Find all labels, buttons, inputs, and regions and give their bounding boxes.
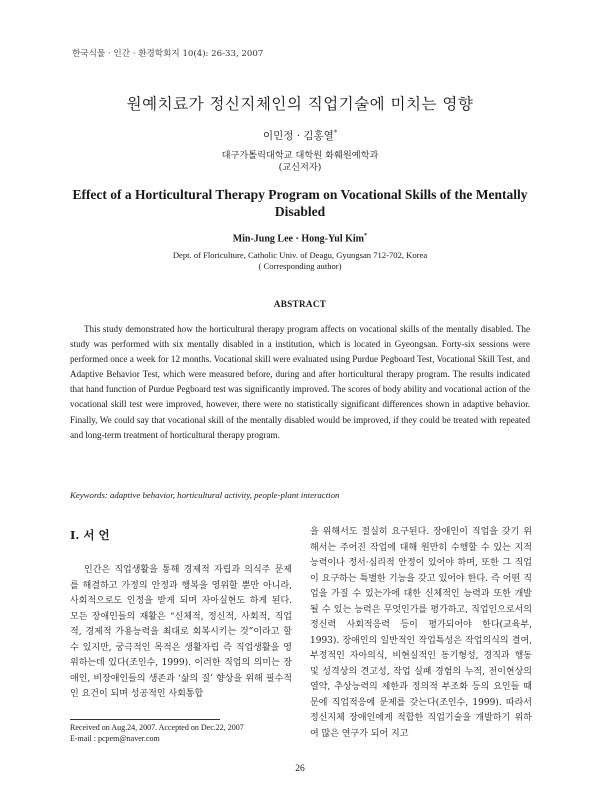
body-right-column: 을 위해서도 절실히 요구된다. 장애인이 직업을 갖기 위해서는 주어진 작업에 대해 원만히 수행할 수 있는 지적능력이나 정서·심리적 안정이 있어야 하며, 또한 그 직업이 요구하는 특별한 기능을 갖고 있어야 한다. 즉 어떤 직업을 가질 수 있는가에 대한 신체적인 능력과 또한 개발될 수 있는 능력은 무엇인가를 평가하고, 직업인으로서의 정신력 사회적응력 등이 평가되어야 한다(교육부, 1993). 장애인의 일반적인 작업특성은 작업의식의 결여, 부정적인 자아의식, 비현실적인 동기형성, 경직과 행동 및 성격상의 견고성, 작업 실패 경험의 누적, 전이현상의 열약, 추상능력의 제한과 정의적 부조화 등의 요인들 때문에 직업적응에 문제를 갖는다(조인수, 1999). 따라서 정신지체 장애인에게 적합한 직업기술을 개발하기 위하여 많은 연구가 되어 지고 xyxy=(310,527,532,739)
body-left-column: 인간은 직업생활을 통해 경제적 자립과 의식주 문제를 해결하고 가정의 안정과 행복을 영위할 뿐만 아니라, 사회적으로도 인정을 받게 되며 자아실현도 하게 된다. 모든 장애인들의 재활은 “신체적, 정신적, 사회적, 직업적, 경제적 가용능력을 최대로 회복시키는 것”이라고 할 수 있지만, 궁극적인 목적은 생활자립 즉 직업생활을 영위하는데 있다(조인수, 1999). 이러한 직업의 의미는 장애인, 비장애인들의 생존과 ‘삶의 질’ 향상을 위해 필수적인 요건이 되며 성공적인 사회통합 xyxy=(70,565,292,699)
page-number: 26 xyxy=(295,764,305,774)
english-affiliation-dept: Dept. of Floriculture, Catholic Univ. of Deagu, Gyungsan 712-702, Korea xyxy=(172,250,428,260)
journal-citation: 한국식물 · 인간 · 환경학회지 10(4): 26-33, 2007 xyxy=(72,49,264,59)
corresponding-mark-en: * xyxy=(364,232,368,239)
english-title: Effect of a Horticultural Therapy Program on Vocational Skills of the Mentally Disabled xyxy=(72,187,528,219)
english-authors xyxy=(0,232,600,244)
korean-affiliation xyxy=(0,150,600,174)
abstract-heading: ABSTRACT xyxy=(273,299,327,309)
corresponding-mark: * xyxy=(333,128,338,137)
english-author-names: Min-Jung Lee · Hong-Yul Kim xyxy=(232,233,365,245)
footnote-received: Received on Aug.24, 2007. Accepted on Dec.22, 2007 xyxy=(70,723,244,732)
korean-corresponding-note: (교신저자) xyxy=(278,162,322,173)
footnote-email: E-mail : pcpem@naver.com xyxy=(70,734,160,743)
korean-authors xyxy=(0,128,600,143)
footnote-divider xyxy=(70,719,220,720)
abstract-text: This study demonstrated how the horticultural therapy program affects on vocational skills of the mentally disabled. The study was performed with six mentally disabled in a institution, which is located in Gyeongsan. Forty-six sessions were performed once a week for 12 months. Vocational skill were evaluated using Purdue Pegboard Test, Vocational Skill Test, and Adaptive Behavior Test, which were measured before, during and after horticultural therapy program. The results indicated that hand function of Purdue Pegboard test was significantly improved. The scores of body ability and vocational action of the vocational skill test were improved, however, there were no statistically significant differences shown in adaptive behavior. Finally, We could say that vocational skill of the mentally disabled would be improved, if they could be treated with repeated and long-term treatment of horticultural therapy program. xyxy=(70,324,530,440)
keywords: Keywords: adaptive behavior, horticultural activity, people-plant interaction xyxy=(70,490,340,500)
english-corresponding-note: ( Corresponding author) xyxy=(258,261,342,271)
korean-title: 원예치료가 정신지체인의 직업기술에 미치는 영향 xyxy=(126,95,474,113)
english-affiliation xyxy=(0,250,600,272)
korean-affiliation-dept: 대구가톨릭대학교 대학원 화훼원예학과 xyxy=(221,150,379,161)
section-heading: I. 서 언 xyxy=(70,528,110,542)
footnote xyxy=(70,722,244,744)
korean-author-names: 이민정 · 김홍열 xyxy=(262,130,334,142)
